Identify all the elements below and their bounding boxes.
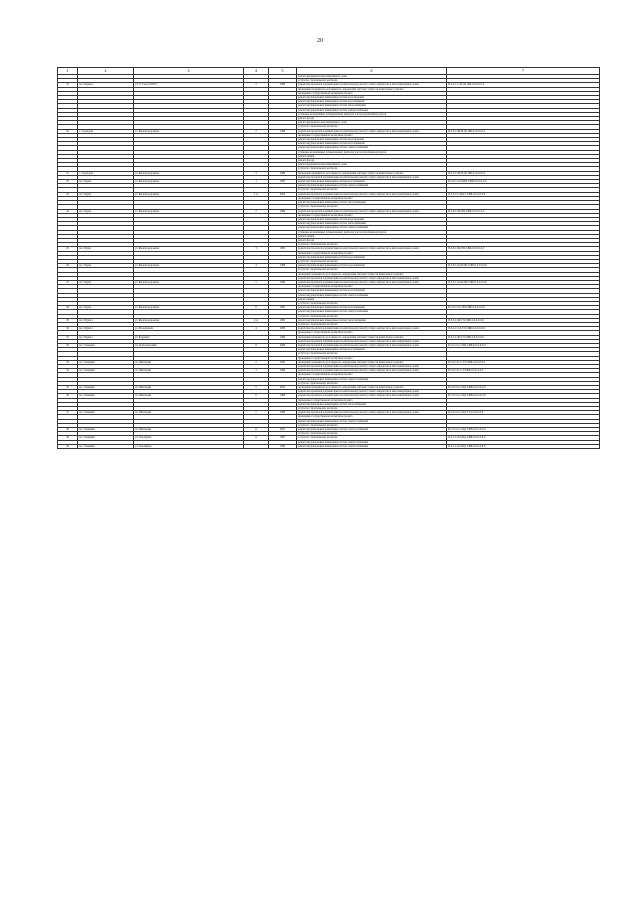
house-cell: 11 <box>244 428 269 432</box>
year-cell: 1994 <box>269 444 297 448</box>
work-type-cell: проведение государственной экспертизы проекта <box>297 213 447 217</box>
work-type-cell: ремонт внутридомовых инженерных систем электроснабжения <box>297 108 447 112</box>
work-type-cell: ремонт внутридомовых инженерных систем водоснабжения <box>297 306 447 310</box>
col-header: 1 <box>58 68 78 75</box>
code-cell: П-2-1-Сэп-6-ПД-СЖБ-0-0-0-0-0-0 <box>447 436 600 440</box>
page-number: 20 <box>317 38 323 44</box>
work-type-cell: проведение проверки на достоверность определения сметной стоимости капитального ремонта <box>297 87 447 91</box>
street-cell: ул. Молодёжная <box>134 327 244 331</box>
house-cell: 7 <box>244 411 269 415</box>
col-header: 4 <box>244 68 269 75</box>
work-type-cell: разработка проектной документации на капитальному ремонту общего имущества в многоквартирных домах <box>297 175 447 179</box>
year-cell: 1995 <box>269 306 297 310</box>
code-cell: П-2-3-С-Ш-Н-ДС-ЖБ-0-0-0-0-0-0 <box>447 129 600 133</box>
work-type-cell: ремонт фасада <box>297 238 447 242</box>
work-type-cell: проведение государственной экспертизы проекта <box>297 356 447 360</box>
work-type-cell: услуги по строительному контролю <box>297 167 447 171</box>
row-number-cell: 22 <box>58 180 78 184</box>
year-cell: 2004 <box>269 192 297 196</box>
row-number-cell: 20 <box>58 129 78 133</box>
code-cell: П-3-2-Сэт-6-ТЭ-СЖБ-0-0-0-0-0-0 <box>447 327 600 331</box>
work-type-cell: ремонт внутридомовых инженерных систем теплоснабжения <box>297 402 447 406</box>
work-type-cell: проведение государственной экспертизы проекта <box>297 398 447 402</box>
row-number-cell: 19 <box>58 83 78 87</box>
work-type-cell: проведение проверки на достоверность определения сметной стоимости капитального ремонта <box>297 171 447 175</box>
code-cell: П-5-3-Сгт-Ш-Гз-СЖБ-0-0-0-0-0-0 <box>447 192 600 196</box>
work-type-cell: ремонт внутридомовых инженерных систем электроснабжения <box>297 310 447 314</box>
row-number-cell: 37 <box>58 411 78 415</box>
work-type-cell: ремонт внутридомовых инженерных систем электроснабжения <box>297 146 447 150</box>
work-type-cell: услуги по строительному контролю <box>297 381 447 385</box>
work-type-cell: ремонт внутридомовых инженерных систем электроснабжения <box>297 428 447 432</box>
row-number-cell: 35 <box>58 386 78 390</box>
work-type-cell: услуги по строительному контролю <box>297 423 447 427</box>
work-type-cell: услуги по строительному контролю <box>297 79 447 83</box>
work-type-cell: проведение государственной экспертизы проекта <box>297 251 447 255</box>
work-type-cell: ремонт внутридомовых инженерных систем теплоснабжения <box>297 201 447 205</box>
code-cell: Б-3-4-Сэп-С-ПД-СЖБ-0-0-0-0-0-0 <box>447 386 600 390</box>
code-cell: П-5-6-С-Ш-ПП-СЖБ-0-0-0-0-0-0 <box>447 209 600 213</box>
house-cell: 2 <box>244 129 269 133</box>
code-cell: П-3-3-С-Ш-ТЭ-СЖБ-0-0-0-0-0-0 <box>447 318 600 322</box>
settlement-cell: пос. Ханымей <box>78 436 134 440</box>
work-type-cell: разработка проектной документации на капитальному ремонту общего имущества в многоквартирных домах <box>297 365 447 369</box>
work-type-cell: ремонт внутридомовых инженерных систем электроснабжения <box>297 293 447 297</box>
year-cell: 2008 <box>269 327 297 331</box>
work-type-cell: ремонт фундамента многоквартирного дома <box>297 163 447 167</box>
code-cell: П-5-3-Сэп-Ш-ПП-СЖБ-0-0-0-0-0-0 <box>447 280 600 284</box>
work-type-cell: установка коллективных (общедомовых) приборов учета потребления ресурсов <box>297 112 447 116</box>
table-body <box>58 75 600 449</box>
settlement-cell: пос. Пурпе <box>78 192 134 196</box>
year-cell: 1999 <box>269 335 297 339</box>
row-number-cell: 33 <box>58 360 78 364</box>
work-type-cell: ремонт внутридомовых инженерных систем водоотведения <box>297 217 447 221</box>
work-type-cell: ремонт фундамента многоквартирного дома <box>297 75 447 79</box>
work-type-cell: установка коллективных (общедомовых) приборов учета потребления ресурсов <box>297 230 447 234</box>
year-cell: 1997 <box>269 436 297 440</box>
code-cell: Б-5-3-Сэт-6-ПП-СЖБ-0-0-0-0-0-0 <box>447 306 600 310</box>
work-type-cell: услуги по строительному контролю <box>297 243 447 247</box>
work-type-cell: ремонт внутридомовых инженерных систем водоснабжения <box>297 264 447 268</box>
settlement-cell: пос. Ханымей <box>78 394 134 398</box>
settlement-cell: пос. Ханымей <box>78 386 134 390</box>
work-type-cell: ремонт внутридомовых инженерных систем водоснабжения <box>297 180 447 184</box>
row-number-cell: 31 <box>58 335 78 339</box>
row-number-cell: 29 <box>58 318 78 322</box>
row-number-cell: 40 <box>58 444 78 448</box>
work-type-cell: проведение проверки на достоверность определения сметной стоимости капитального ремонта <box>297 360 447 364</box>
work-type-cell: услуги по строительному контролю <box>297 125 447 129</box>
work-type-cell: проведение проверки на достоверность определения сметной стоимости капитального ремонта <box>297 335 447 339</box>
work-type-cell: проведение государственной экспертизы проекта <box>297 133 447 137</box>
work-type-cell: ремонт крыши <box>297 234 447 238</box>
year-cell: 1996 <box>269 411 297 415</box>
row-number-cell: 25 <box>58 247 78 251</box>
code-cell: П-2-1-Сэп-6-ПД-СЖБ-0-0-0-0-0-0 <box>447 444 600 448</box>
year-cell: 2009 <box>269 344 297 348</box>
row-number-cell: 28 <box>58 306 78 310</box>
work-type-cell: проведение государственной экспертизы проекта <box>297 285 447 289</box>
house-cell <box>244 444 269 448</box>
settlement-cell: с. Сарапдуча <box>78 171 134 175</box>
col-header: 5 <box>269 68 297 75</box>
work-type-cell: ремонт крыши <box>297 154 447 158</box>
work-type-cell: проведение государственной экспертизы проекта <box>297 373 447 377</box>
code-cell: П-3-2-С-Ш-ТЭ-СЖБ-0-0-0-0-0-0 <box>447 335 600 339</box>
settlement-cell: с. Сарапдуча <box>78 129 134 133</box>
year-cell: 1988 <box>269 129 297 133</box>
code-cell: Б-3-4-Сэп-С-ПД-ТЭ-0-0-0-0-0-0 <box>447 411 600 415</box>
row-number-cell: 21 <box>58 171 78 175</box>
row-number-cell: 26 <box>58 264 78 268</box>
settlement-cell: пос. Пурпе <box>78 264 134 268</box>
work-type-cell: разработка проектной документации на капитальному ремонту общего имущества в многоквартирных домах <box>297 344 447 348</box>
work-type-cell: ремонт внутридомовых инженерных систем электроснабжения <box>297 440 447 444</box>
street-cell: ул. Железнодорожная <box>134 280 244 284</box>
work-type-cell: разработка проектной документации на капитальному ремонту общего имущества в многоквартирных домах <box>297 327 447 331</box>
work-type-cell: разработка проектной документации на капитальному ремонту общего имущества в многоквартирных домах <box>297 369 447 373</box>
street-cell: ул. Железнодорожная <box>134 318 244 322</box>
year-cell: 1995 <box>269 247 297 251</box>
house-cell: 2 <box>244 209 269 213</box>
settlement-cell: пос. Пурпе-1 <box>78 327 134 331</box>
row-number-cell: 24 <box>58 209 78 213</box>
settlement-cell: пос. Ханымей <box>78 428 134 432</box>
work-type-cell: проведение государственной экспертизы проекта <box>297 196 447 200</box>
work-type-cell: разработка проектной документации на капитальному ремонту общего имущества в многоквартирных домах <box>297 411 447 415</box>
work-type-cell: проведение государственной экспертизы проекта <box>297 415 447 419</box>
work-type-cell: ремонт фасада <box>297 117 447 121</box>
code-cell: П-2-3-С-Ш-Н-ДС-ЖБ-0-0-0-0-0-0 <box>447 171 600 175</box>
work-type-cell: ремонт внутридомовых инженерных систем электроснабжения <box>297 184 447 188</box>
house-cell: 5 <box>244 386 269 390</box>
year-cell: 1986 <box>269 83 297 87</box>
street-cell: пл. Комсомольский <box>134 344 244 348</box>
capital-repair-table <box>57 67 600 449</box>
work-type-cell: ремонт внутридомовых инженерных систем водоснабжения <box>297 348 447 352</box>
work-type-cell: услуги по строительному контролю <box>297 322 447 326</box>
street-cell: ул. Железнодорожная <box>134 209 244 213</box>
year-cell: 1995 <box>269 318 297 322</box>
house-cell: 2 <box>244 83 269 87</box>
row-number-cell: 32 <box>58 344 78 348</box>
year-cell: 2002 <box>269 386 297 390</box>
row-number-cell: 30 <box>58 327 78 331</box>
settlement-cell: пос. Пурпе <box>78 306 134 310</box>
work-type-cell: услуги по строительному контролю <box>297 407 447 411</box>
work-type-cell: разработка проектной документации на капитальному ремонту общего имущества в многоквартирных домах <box>297 276 447 280</box>
work-type-cell: проведение проверки на достоверность определения сметной стоимости капитального ремонта <box>297 272 447 276</box>
street-cell: ул. Железнодорожная <box>134 129 244 133</box>
row-number-cell: 39 <box>58 436 78 440</box>
street-cell: пл. Школьный <box>134 369 244 373</box>
work-type-cell: услуги по строительному контролю <box>297 314 447 318</box>
work-type-cell: ремонт внутридомовых инженерных систем электроснабжения <box>297 377 447 381</box>
street-cell: пл. Школьный <box>134 360 244 364</box>
street-cell: ул. Железнодорожная <box>134 264 244 268</box>
year-cell: 1999 <box>269 280 297 284</box>
street-cell: пл. Школьный <box>134 386 244 390</box>
settlement-cell: пос. Пурпе-1 <box>78 318 134 322</box>
row-number-cell: 23 <box>58 192 78 196</box>
house-cell: 8 <box>244 344 269 348</box>
street-cell: ул. Радужная <box>134 335 244 339</box>
work-type-cell: разработка проектной документации на капитальному ремонту общего имущества в многоквартирных домах <box>297 247 447 251</box>
table-header-row <box>58 68 600 75</box>
work-type-cell: разработка проектной документации на капитальному ремонту общего имущества в многоквартирных домах <box>297 83 447 87</box>
street-cell: ул. 27 Съезда КПСС <box>134 83 244 87</box>
work-type-cell: ремонт внутридомовых инженерных систем водоснабжения <box>297 255 447 259</box>
house-cell: 3 <box>244 369 269 373</box>
code-cell: Б-3-2-Сэп-С-ПП-СЖБ-0-0-0-0-0-0 <box>447 344 600 348</box>
house-cell: 6 <box>244 394 269 398</box>
house-cell: 8 <box>244 436 269 440</box>
house-cell: 1 А <box>244 192 269 196</box>
work-type-cell: услуги по строительному контролю <box>297 268 447 272</box>
work-type-cell: проведение проверки на достоверность определения сметной стоимости капитального ремонта <box>297 386 447 390</box>
code-cell: Б-3-4-Сэп-С-ТЭ-ЖБ-0-0-0-0-0-0 <box>447 369 600 373</box>
year-cell: 1995 <box>269 360 297 364</box>
work-type-cell: услуги по строительному контролю <box>297 259 447 263</box>
settlement-cell: пос. Ханымей <box>78 444 134 448</box>
settlement-cell: пос. Пернаос <box>78 83 134 87</box>
work-type-cell: услуги по строительному контролю <box>297 432 447 436</box>
work-type-cell: услуги по строительному контролю <box>297 188 447 192</box>
settlement-cell: пос. Пурпе <box>78 280 134 284</box>
house-cell: 1 <box>244 180 269 184</box>
year-cell: 1986 <box>269 171 297 175</box>
street-cell: ул. Заполярная <box>134 444 244 448</box>
work-type-cell: ремонт внутридомовых инженерных систем водоотведения <box>297 138 447 142</box>
year-cell: 1996 <box>269 369 297 373</box>
code-cell: Б-5-3-Сэп-С-ПД-СЖБ-0-0-0-0-0-0 <box>447 428 600 432</box>
work-type-cell: услуги по строительному контролю <box>297 301 447 305</box>
col-header: 6 <box>297 68 447 75</box>
street-cell: ул. Железнодорожная <box>134 192 244 196</box>
work-type-cell: ремонт внутридомовых инженерных систем электроснабжения <box>297 226 447 230</box>
settlement-cell: пос. Пурпе <box>78 247 134 251</box>
settlement-cell: пос. Пурпе <box>78 209 134 213</box>
work-type-cell: услуги по строительному контролю <box>297 436 447 440</box>
col-header: 7 <box>447 68 600 75</box>
work-type-cell: проведение государственной экспертизы проекта <box>297 331 447 335</box>
year-cell: 2001 <box>269 428 297 432</box>
work-type-cell: проведение государственной экспертизы проекта <box>297 91 447 95</box>
settlement-cell: пос. Ханымей <box>78 344 134 348</box>
row-number-cell: 27 <box>58 280 78 284</box>
work-type-cell: ремонт внутридомовых инженерных систем теплоснабжения <box>297 222 447 226</box>
house-cell: 4 <box>244 327 269 331</box>
col-header: 3 <box>134 68 244 75</box>
street-cell: ул. Железнодорожная <box>134 306 244 310</box>
settlement-cell: пос. Ханымей <box>78 411 134 415</box>
work-type-cell: разработка проектной документации на капитальному ремонту общего имущества в многоквартирных домах <box>297 192 447 196</box>
year-cell: 1995 <box>269 180 297 184</box>
work-type-cell: ремонт крыши <box>297 297 447 301</box>
work-type-cell: разработка проектной документации на капитальному ремонту общего имущества в многоквартирных домах <box>297 280 447 284</box>
work-type-cell: разработка проектной документации на капитальному ремонту общего имущества в многоквартирных домах <box>297 339 447 343</box>
work-type-cell: услуги по строительному контролю <box>297 205 447 209</box>
work-type-cell: разработка проектной документации на капитальному ремонту общего имущества в многоквартирных домах <box>297 390 447 394</box>
work-type-cell: установка коллективных (общедомовых) приборов учета потребления ресурсов <box>297 150 447 154</box>
work-type-cell: ремонт внутридомовых инженерных систем водоснабжения <box>297 289 447 293</box>
house-cell: 3 <box>244 171 269 175</box>
street-cell: ул. Заполярная <box>134 436 244 440</box>
settlement-cell: пос. Ханымей <box>78 360 134 364</box>
work-type-cell: ремонт внутридомовых инженерных систем водоснабжения <box>297 100 447 104</box>
work-type-cell: услуги по строительному контролю <box>297 352 447 356</box>
code-cell: Н-2-2-С-С-Н-ДС-ЖБ-0-0-0-0-0-0 <box>447 83 600 87</box>
row-number-cell: 34 <box>58 369 78 373</box>
code-cell: П-5-6-Сэп-Ш-ПП-СЖБ-0-0-0-0-0-0 <box>447 264 600 268</box>
code-cell: Б-3-3-Сэп-С-ПД-СЖБ-0-0-0-0-0-0 <box>447 394 600 398</box>
work-type-cell: ремонт внутридомовых инженерных систем водоотведения <box>297 96 447 100</box>
house-cell: 5 <box>244 280 269 284</box>
year-cell: 1998 <box>269 264 297 268</box>
house-cell: 4 <box>244 264 269 268</box>
table-row <box>58 444 600 448</box>
house-cell: 6 <box>244 306 269 310</box>
work-type-cell: разработка проектной документации на капитальному ремонту общего имущества в многоквартирных домах <box>297 209 447 213</box>
code-cell: Б-3-4-Сэп-С-ТЭ-СЖБ-0-0-0-0-0-0 <box>447 360 600 364</box>
work-type-cell: разработка проектной документации на капитальному ремонту общего имущества в многоквартирных домах <box>297 394 447 398</box>
row-number-cell: 38 <box>58 428 78 432</box>
street-cell: ул. Железнодорожная <box>134 180 244 184</box>
work-type-cell: ремонт внутридомовых инженерных систем электроснабжения <box>297 419 447 423</box>
work-type-cell: ремонт внутридомовых инженерных систем водоснабжения <box>297 142 447 146</box>
settlement-cell: пос. Пурпе-1 <box>78 335 134 339</box>
work-type-cell: ремонт фундамента многоквартирного дома <box>297 121 447 125</box>
year-cell: 1998 <box>269 394 297 398</box>
settlement-cell: пос. Пурпе <box>78 180 134 184</box>
house-cell: 3 <box>244 247 269 251</box>
street-cell: пл. Школьный <box>134 394 244 398</box>
row-number-cell: 36 <box>58 394 78 398</box>
street-cell: ул. Железнодорожная <box>134 247 244 251</box>
year-cell: 1986 <box>269 209 297 213</box>
work-type-cell: ремонт внутридомовых инженерных систем электроснабжения <box>297 444 447 448</box>
work-type-cell: ремонт внутридомовых инженерных систем теплоснабжения <box>297 318 447 322</box>
street-cell: пл. Школьный <box>134 411 244 415</box>
work-type-cell: ремонт внутридомовых инженерных систем теплоснабжения <box>297 104 447 108</box>
work-type-cell: разработка проектной документации на капитальному ремонту общего имущества в многоквартирных домах <box>297 129 447 133</box>
house-cell: 2 А <box>244 318 269 322</box>
code-cell: П-5-6-С-Ш-ПП-СЖБ-0-0-0-0-0-0 <box>447 247 600 251</box>
col-header: 2 <box>78 68 134 75</box>
settlement-cell: пос. Ханымей <box>78 369 134 373</box>
street-cell: ул. Железнодорожная <box>134 171 244 175</box>
house-cell: 2 <box>244 360 269 364</box>
code-cell: Б-5-6-Сэ-6-П-ПП-СЖБ-0-0-0-0-0-0 <box>447 180 600 184</box>
street-cell: пл. Школьный <box>134 428 244 432</box>
work-type-cell: ремонт фасада <box>297 159 447 163</box>
